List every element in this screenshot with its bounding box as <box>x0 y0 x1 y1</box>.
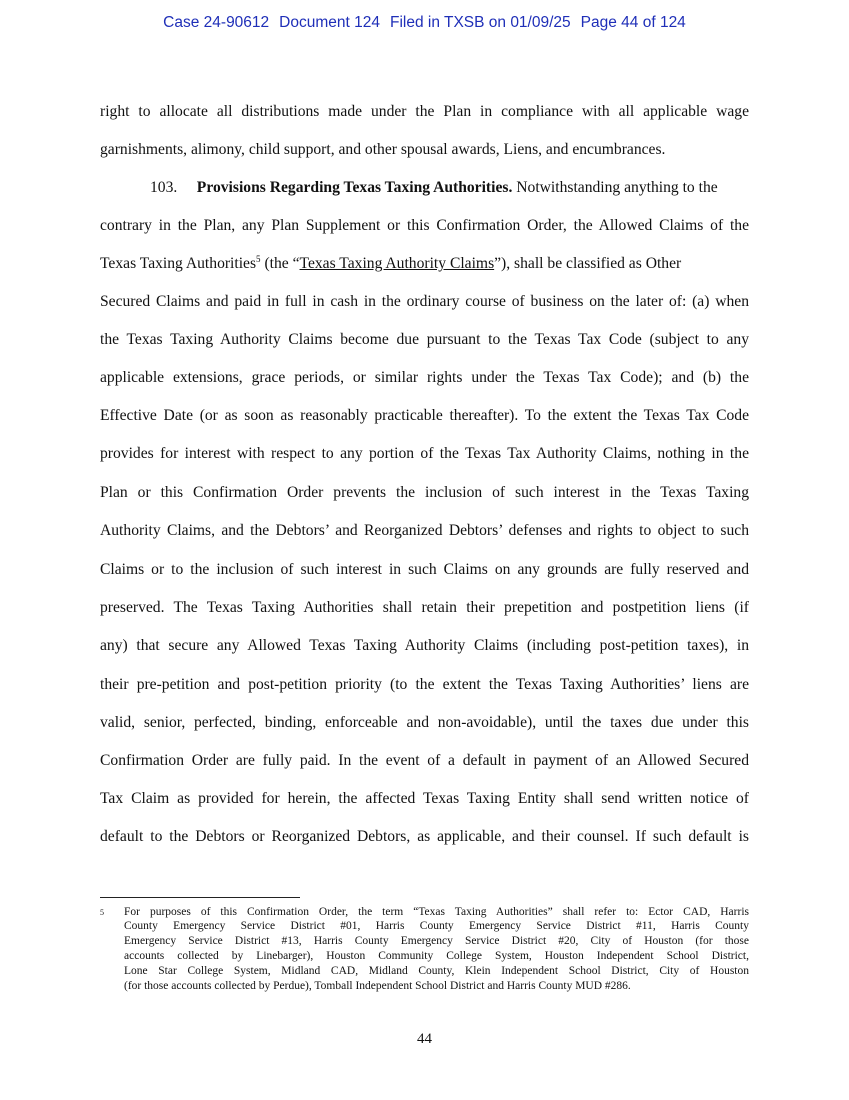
footnote-separator <box>100 897 300 898</box>
filing-info: Filed in TXSB on 01/09/25 <box>389 14 571 31</box>
body-line: garnishments, alimony, child support, and other spousal awards, Liens, and encumbrances. <box>100 141 666 158</box>
page-count: Page 44 of 124 <box>580 14 686 31</box>
case-header <box>0 14 849 32</box>
section-heading: Provisions Regarding Texas Taxing Authorities. <box>196 179 513 196</box>
body-text: Texas Taxing Authorities <box>100 255 257 272</box>
paragraph-103-heading-line <box>100 178 749 198</box>
footnote-line: For purposes of this Confirmation Order, the term “Texas Taxing Authorities” shall refer to: Ector CAD, Harris <box>124 906 749 918</box>
document-number: Document 124 <box>279 14 380 31</box>
footnote-line: Lone Star College System, Midland CAD, Midland County, Klein Independent School District, City of Houston <box>124 965 749 977</box>
body-line: Effective Date (or as soon as reasonably practicable thereafter). To the extent the Texas Tax Code <box>100 407 749 424</box>
body-line: preserved. The Texas Taxing Authorities shall retain their prepetition and postpetition liens (if <box>100 599 749 616</box>
body-line: their pre-petition and post-petition priority (to the extent the Texas Taxing Authorities’ liens are <box>100 676 749 693</box>
body-line: Claims or to the inclusion of such interest in such Claims on any grounds are fully reserved and <box>100 561 749 578</box>
body-line: contrary in the Plan, any Plan Supplement or this Confirmation Order, the Allowed Claims of the <box>100 217 749 234</box>
body-line: Tax Claim as provided for herein, the affected Texas Taxing Entity shall send written notice of <box>100 790 749 807</box>
body-text: ”), shall be classified as Other <box>494 255 682 272</box>
body-line: Confirmation Order are fully paid. In the event of a default in payment of an Allowed Secured <box>100 752 749 769</box>
body-text: Notwithstanding anything to the <box>516 179 718 196</box>
body-text: (the “ <box>264 255 300 272</box>
footnote-mark: 5 <box>100 908 104 917</box>
body-line: default to the Debtors or Reorganized Debtors, as applicable, and their counsel. If such default is <box>100 828 749 845</box>
body-line: Authority Claims, and the Debtors’ and Reorganized Debtors’ defenses and rights to object to such <box>100 522 749 539</box>
page-number: 44 <box>417 1031 432 1047</box>
case-number: Case 24-90612 <box>163 14 270 31</box>
body-line: the Texas Taxing Authority Claims become due pursuant to the Texas Tax Code (subject to any <box>100 331 749 348</box>
footnote-line: accounts collected by Linebarger), Houston Community College System, Houston Independent School District, <box>124 950 749 962</box>
footnote-line: (for those accounts collected by Perdue), Tomball Independent School District and Harris County MUD #286. <box>124 980 631 992</box>
paragraph-number: 103. <box>150 179 178 196</box>
footnote-reference: 5 <box>256 253 261 264</box>
defined-term: Texas Taxing Authority Claims <box>299 255 495 272</box>
body-line: right to allocate all distributions made under the Plan in compliance with all applicable wage <box>100 103 749 120</box>
body-line: valid, senior, perfected, binding, enforceable and non-avoidable), until the taxes due under this <box>100 714 749 731</box>
body-line: provides for interest with respect to any portion of the Texas Tax Authority Claims, nothing in the <box>100 445 749 462</box>
body-line: any) that secure any Allowed Texas Taxing Authority Claims (including post-petition taxes), in <box>100 637 749 654</box>
body-line: Plan or this Confirmation Order prevents the inclusion of such interest in the Texas Taxing <box>100 484 749 501</box>
body-line-with-footnote <box>100 254 749 274</box>
footnote-line: Emergency Service District #13, Harris County Emergency Service District #20, City of Houston (for those <box>124 935 749 947</box>
footnote-line: County Emergency Service District #01, Harris County Emergency Service District #11, Harris County <box>124 920 749 932</box>
body-line: applicable extensions, grace periods, or similar rights under the Texas Tax Code); and (b) the <box>100 369 749 386</box>
body-line: Secured Claims and paid in full in cash in the ordinary course of business on the later of: (a) when <box>100 293 749 310</box>
